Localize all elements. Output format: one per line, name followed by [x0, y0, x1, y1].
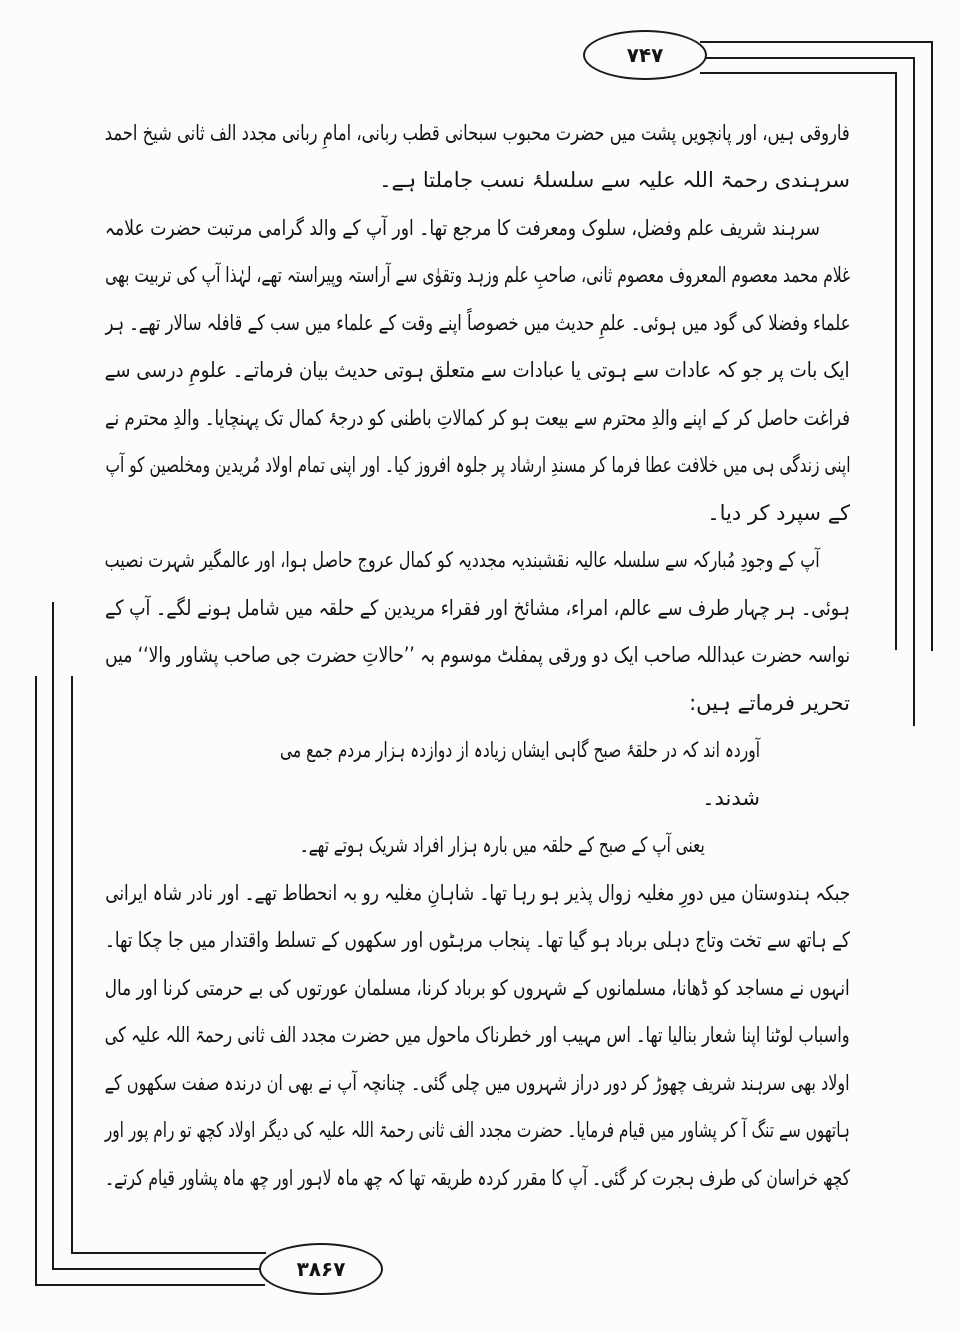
text-line: علماء وفضلا کی گود میں ہوئی۔ علمِ حدیث میں خصوصاً اپنے وقت کے علماء میں سب کے قافلہ سالار تھے۔ ہر [105, 311, 850, 335]
frame-rule [35, 1284, 265, 1286]
text-line: سرہندی رحمۃ اللہ علیہ سے سلسلۂ نسب جاملتا ہے۔ [379, 168, 850, 192]
text-line: انہوں نے مساجد کو ڈھانا، مسلمانوں کے شہروں کو برباد کرنا، مسلمان عورتوں کی بے حرمتی کرنا اور مال [105, 976, 850, 1000]
page-number-bottom: ۳۸۶۷ [259, 1243, 383, 1295]
frame-rule [700, 41, 933, 43]
text-line: فراغت حاصل کر کے اپنے والدِ محترم سے بیعت ہو کر کمالاتِ باطنی کو درجۂ کمال تک پہنچایا۔ والدِ محترم نے [105, 406, 850, 430]
text-line: تحریر فرماتے ہیں: [689, 691, 850, 715]
text-line: نواسہ حضرت عبداللہ صاحب ایک دو ورقی پمفلٹ موسوم بہ ’’حالاتِ حضرت جی صاحب پشاور والا‘‘ میں [105, 643, 850, 667]
quote-line: شدند۔ [702, 786, 760, 810]
frame-rule [71, 1252, 266, 1254]
text-line: اولاد بھی سرہند شریف چھوڑ کر دور دراز شہروں میں چلی گئی۔ چنانچہ آپ نے بھی ان درندہ صفت سکھوں کے [105, 1071, 850, 1095]
text-line: کچھ خراسان کی طرف ہجرت کر گئی۔ آپ کا مقرر کردہ طریقہ تھا کہ چھ ماہ لاہور اور چھ ماہ پشاور قیام کرتے۔ [105, 1166, 850, 1190]
page-number-top: ۷۴۷ [583, 30, 707, 80]
text-line: غلام محمد معصوم المعروف معصوم ثانی، صاحبِ علم وزہد وتقوٰی سے آراستہ وپیراستہ تھے، لہٰذا آپ کی تربیت بھی [105, 263, 850, 287]
text-line: اپنی زندگی ہی میں خلافت عطا فرما کر مسندِ ارشاد پر جلوہ افروز کیا۔ اور اپنی تمام اولاد مُریدین ومخلصین کو آپ [105, 453, 850, 477]
text-line: ایک بات پر جو کہ عادات سے ہوتی یا عبادات سے متعلق ہوتی حدیث بیان فرماتے۔ علومِ درسی سے [105, 358, 850, 382]
text-line: کے سپرد کر دیا۔ [707, 501, 850, 525]
text-line: فاروقی ہیں، اور پانچویں پشت میں حضرت محبوب سبحانی قطب ربانی، امامِ ربانی مجدد الف ثانی شیخ احمد [105, 121, 850, 145]
frame-rule [913, 57, 915, 726]
frame-rule [895, 72, 897, 650]
text-line: ہوئی۔ ہر چہار طرف سے عالم، امراء، مشائخ اور فقراء مریدین کے حلقہ میں شامل ہونے لگے۔ آپ کے [105, 596, 850, 620]
text-line: واسباب لوٹنا اپنا شعار بنالیا تھا۔ اس مہیب اور خطرناک ماحول میں حضرت مجدد الف ثانی رحمۃ اللہ علیہ کی [105, 1023, 850, 1047]
text-line: سرہند شریف علم وفضل، سلوک ومعرفت کا مرجع تھا۔ اور آپ کے والد گرامی مرتبت حضرت علامہ [105, 216, 820, 240]
text-line: کے ہاتھ سے تخت وتاج دہلی برباد ہو گیا تھا۔ پنجاب مرہٹوں اور سکھوں کے تسلط واقتدار میں جا چکا تھا۔ [105, 928, 850, 952]
quote-line: آوردہ اند کہ در حلقۂ صبح گاہی ایشاں زیادہ از دوازدہ ہزار مردم جمع می [280, 738, 760, 762]
translation-line: یعنی آپ کے صبح کے حلقہ میں بارہ ہزار افراد شریک ہوتے تھے۔ [300, 833, 705, 857]
text-line: آپ کے وجودِ مُبارکہ سے سلسلہ عالیہ نقشبندیہ مجددیہ کو کمال عروج حاصل ہوا، اور عالمگیر شہرت نصیب [105, 548, 820, 572]
text-line: جبکہ ہندوستان میں دورِ مغلیہ زوال پذیر ہو رہا تھا۔ شاہانِ مغلیہ رو بہ انحطاط تھے۔ اور نادر شاہ ایرانی [105, 881, 850, 905]
frame-rule [700, 57, 915, 59]
frame-rule [700, 72, 897, 74]
text-line: ہاتھوں سے تنگ آ کر پشاور میں قیام فرمایا۔ حضرت مجدد الف ثانی رحمۃ اللہ علیہ کی دیگر اولاد کچھ تو رام پور اور [105, 1118, 850, 1142]
frame-rule [931, 41, 933, 651]
frame-rule [52, 1268, 262, 1270]
